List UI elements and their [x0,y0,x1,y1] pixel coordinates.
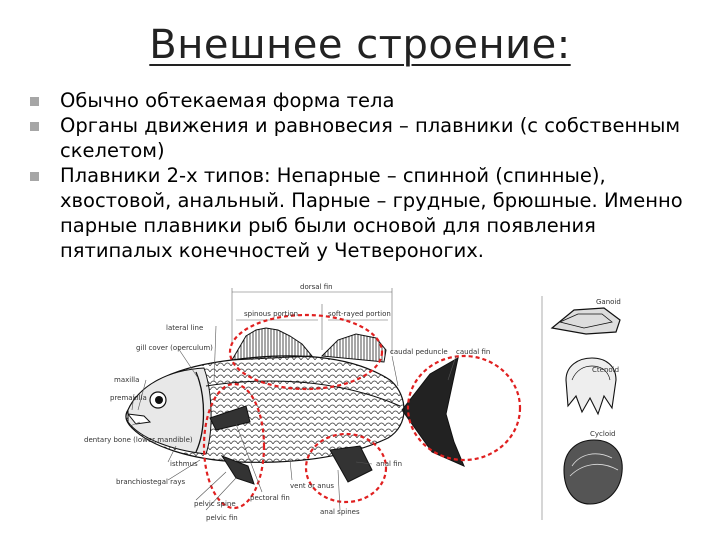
label-ganoid: Ganoid [596,298,621,306]
label-lateral-line: lateral line [166,324,204,332]
label-gill-cover: gill cover (operculum) [136,344,213,352]
cycloid-scale-icon [564,440,622,504]
label-cycloid: Cycloid [590,430,616,438]
bullet-square-icon [30,172,39,181]
bullet-square-icon [30,122,39,131]
label-pectoral-fin: pectoral fin [250,494,290,502]
label-maxilla: maxilla [114,376,140,384]
label-anal-fin: anal fin [376,460,403,468]
bullet-item: Плавники 2-х типов: Непарные – спинной (спинные), хвостовой, анальный. Парные – грудные, брюшные. Именно парные плавники рыб были основой для появления пятипалых конечностей у Четвероногих. [28,163,688,263]
label-pelvic-spine: pelvic spine [194,500,236,508]
label-caudal-fin: caudal fin [456,348,491,356]
label-spinous-portion: spinous portion [244,310,299,318]
bullet-item: Органы движения и равновесия – плавники (с собственным скелетом) [28,113,688,163]
label-caudal-peduncle: caudal peduncle [390,348,448,356]
slide-title: Внешнее строение: [149,22,571,68]
scale-types-panel [542,296,622,520]
fish-anatomy-diagram [0,270,720,540]
label-dorsal-fin: dorsal fin [300,283,333,291]
bullet-square-icon [30,97,39,106]
label-dentary-bone: dentary bone (lower mandible) [84,436,193,444]
fish-anatomy-figure [0,270,720,540]
bullet-item: Обычно обтекаемая форма тела [28,88,688,113]
label-ctenoid: Ctenoid [592,366,620,374]
label-anal-spines: anal spines [320,508,360,516]
label-vent: vent or anus [290,482,335,490]
bullet-list [28,88,688,263]
label-soft-rayed-portion: soft-rayed portion [328,310,391,318]
label-isthmus: isthmus [170,460,198,468]
label-pelvic-fin: pelvic fin [206,514,238,522]
label-branchiostegal-rays: branchiostegal rays [116,478,186,486]
label-premaxilla: premaxilla [110,394,147,402]
